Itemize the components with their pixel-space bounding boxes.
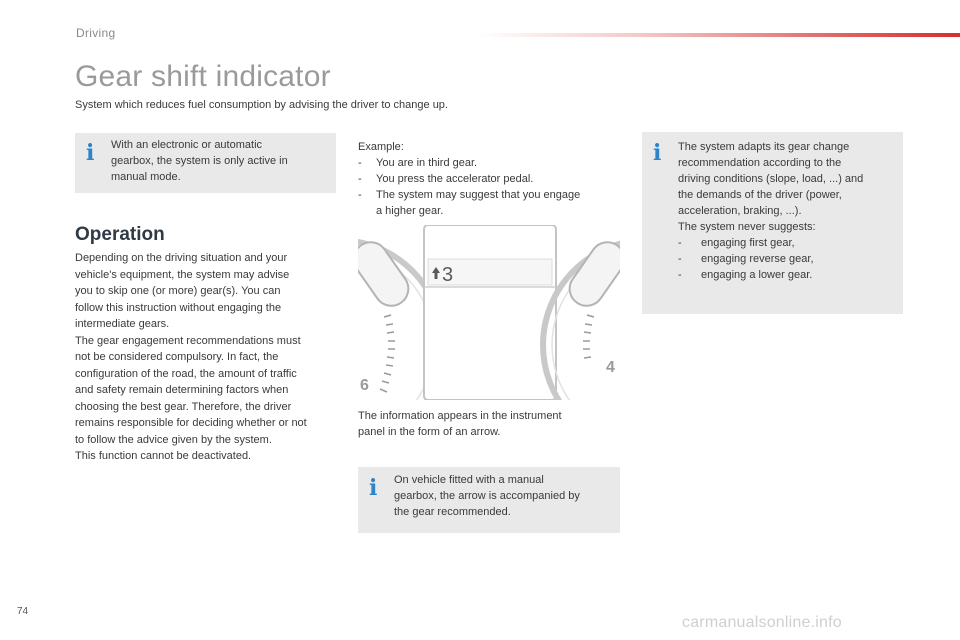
text-line: intermediate gears. bbox=[75, 318, 170, 330]
text-line: remains responsible for deciding whether or not bbox=[75, 417, 307, 429]
info-box-text bbox=[678, 139, 900, 283]
left-gauge-ticks bbox=[380, 315, 395, 392]
list-item bbox=[678, 251, 900, 267]
text-line: panel in the form of an arrow. bbox=[358, 426, 501, 438]
info-icon: i bbox=[369, 475, 378, 501]
list-item bbox=[678, 235, 900, 251]
page-title: Gear shift indicator bbox=[75, 60, 331, 93]
info-icon: i bbox=[653, 140, 662, 166]
text-line: acceleration, braking, ...). bbox=[678, 205, 802, 217]
text-line: With an electronic or automatic bbox=[111, 139, 263, 151]
text-line: not be considered compulsory. In fact, the bbox=[75, 351, 279, 363]
example-label: Example: bbox=[358, 141, 404, 153]
page-number: 74 bbox=[17, 606, 29, 617]
list-item bbox=[358, 171, 620, 187]
header-rule bbox=[478, 33, 960, 37]
list-text: You are in third gear. bbox=[376, 157, 478, 169]
text-line: vehicle's equipment, the system may advise bbox=[75, 268, 290, 281]
text-line: gearbox, the arrow is accompanied by bbox=[394, 490, 580, 502]
text-line: the demands of the driver (power, bbox=[678, 189, 842, 201]
center-display bbox=[424, 225, 556, 400]
instrument-panel-illustration bbox=[358, 225, 620, 400]
text-line: On vehicle fitted with a manual bbox=[394, 474, 544, 486]
text-line: This function cannot be deactivated. bbox=[75, 450, 252, 462]
instrument-text bbox=[358, 408, 620, 440]
left-gauge-number: 6 bbox=[360, 377, 369, 394]
text-line: recommendation according to the bbox=[678, 157, 842, 169]
recommended-gear-digit: 3 bbox=[442, 264, 454, 286]
info-box-electronic-gearbox bbox=[75, 133, 336, 193]
operation-heading: Operation bbox=[75, 224, 165, 245]
info-box-text bbox=[394, 472, 616, 520]
list-text: engaging a lower gear. bbox=[701, 269, 813, 281]
list-dash: - bbox=[678, 269, 682, 281]
text-line: The system adapts its gear change bbox=[678, 141, 850, 153]
text-line: gearbox, the system is only active in bbox=[111, 155, 288, 167]
list-dash: - bbox=[678, 253, 682, 265]
list-text: engaging first gear, bbox=[701, 237, 795, 249]
info-icon: i bbox=[86, 140, 95, 166]
section-label: Driving bbox=[76, 26, 116, 40]
text-line: to follow the advice given by the system. bbox=[75, 433, 272, 446]
list-text: a higher gear. bbox=[376, 205, 444, 217]
text-line: follow this instruction without engaging the bbox=[75, 301, 282, 314]
list-item bbox=[358, 187, 620, 203]
text-line: configuration of the road, the amount of traffic bbox=[75, 367, 297, 380]
info-box-manual-gearbox bbox=[358, 467, 620, 533]
list-dash: - bbox=[678, 237, 682, 249]
example-block bbox=[358, 139, 620, 219]
watermark: carmanualsonline.info bbox=[682, 614, 842, 631]
operation-text bbox=[75, 250, 350, 465]
list-dash: - bbox=[358, 189, 362, 201]
text-line: and safety remain determining factors when bbox=[75, 384, 289, 396]
text-line: Depending on the driving situation and your bbox=[75, 252, 288, 264]
list-dash: - bbox=[358, 173, 362, 185]
left-knob bbox=[358, 236, 415, 313]
list-text: engaging reverse gear, bbox=[701, 253, 814, 265]
list-item bbox=[678, 267, 900, 283]
list-item bbox=[358, 155, 620, 171]
text-line: The information appears in the instrument bbox=[358, 410, 562, 422]
info-box-system-adapts bbox=[642, 132, 903, 314]
page-subtitle: System which reduces fuel consumption by advising the driver to change up. bbox=[75, 99, 448, 111]
text-line: manual mode. bbox=[111, 171, 181, 183]
instrument-panel-drawing bbox=[358, 225, 620, 400]
text-line: the gear recommended. bbox=[394, 506, 511, 518]
right-gauge-ticks bbox=[583, 315, 594, 358]
text-line: The gear engagement recommendations must bbox=[75, 334, 301, 347]
list-text: The system may suggest that you engage bbox=[376, 189, 581, 201]
right-gauge-number: 4 bbox=[606, 359, 615, 376]
list-text: You press the accelerator pedal. bbox=[376, 173, 534, 185]
list-dash: - bbox=[358, 157, 362, 169]
text-line: you to skip one (or more) gear(s). You can bbox=[75, 285, 281, 297]
text-line: driving conditions (slope, load, ...) and bbox=[678, 173, 864, 185]
info-box-text bbox=[111, 137, 331, 185]
list-item bbox=[358, 203, 620, 219]
text-line: choosing the best gear. Therefore, the driver bbox=[75, 400, 292, 413]
list-dash bbox=[358, 203, 376, 219]
text-line: The system never suggests: bbox=[678, 221, 816, 233]
